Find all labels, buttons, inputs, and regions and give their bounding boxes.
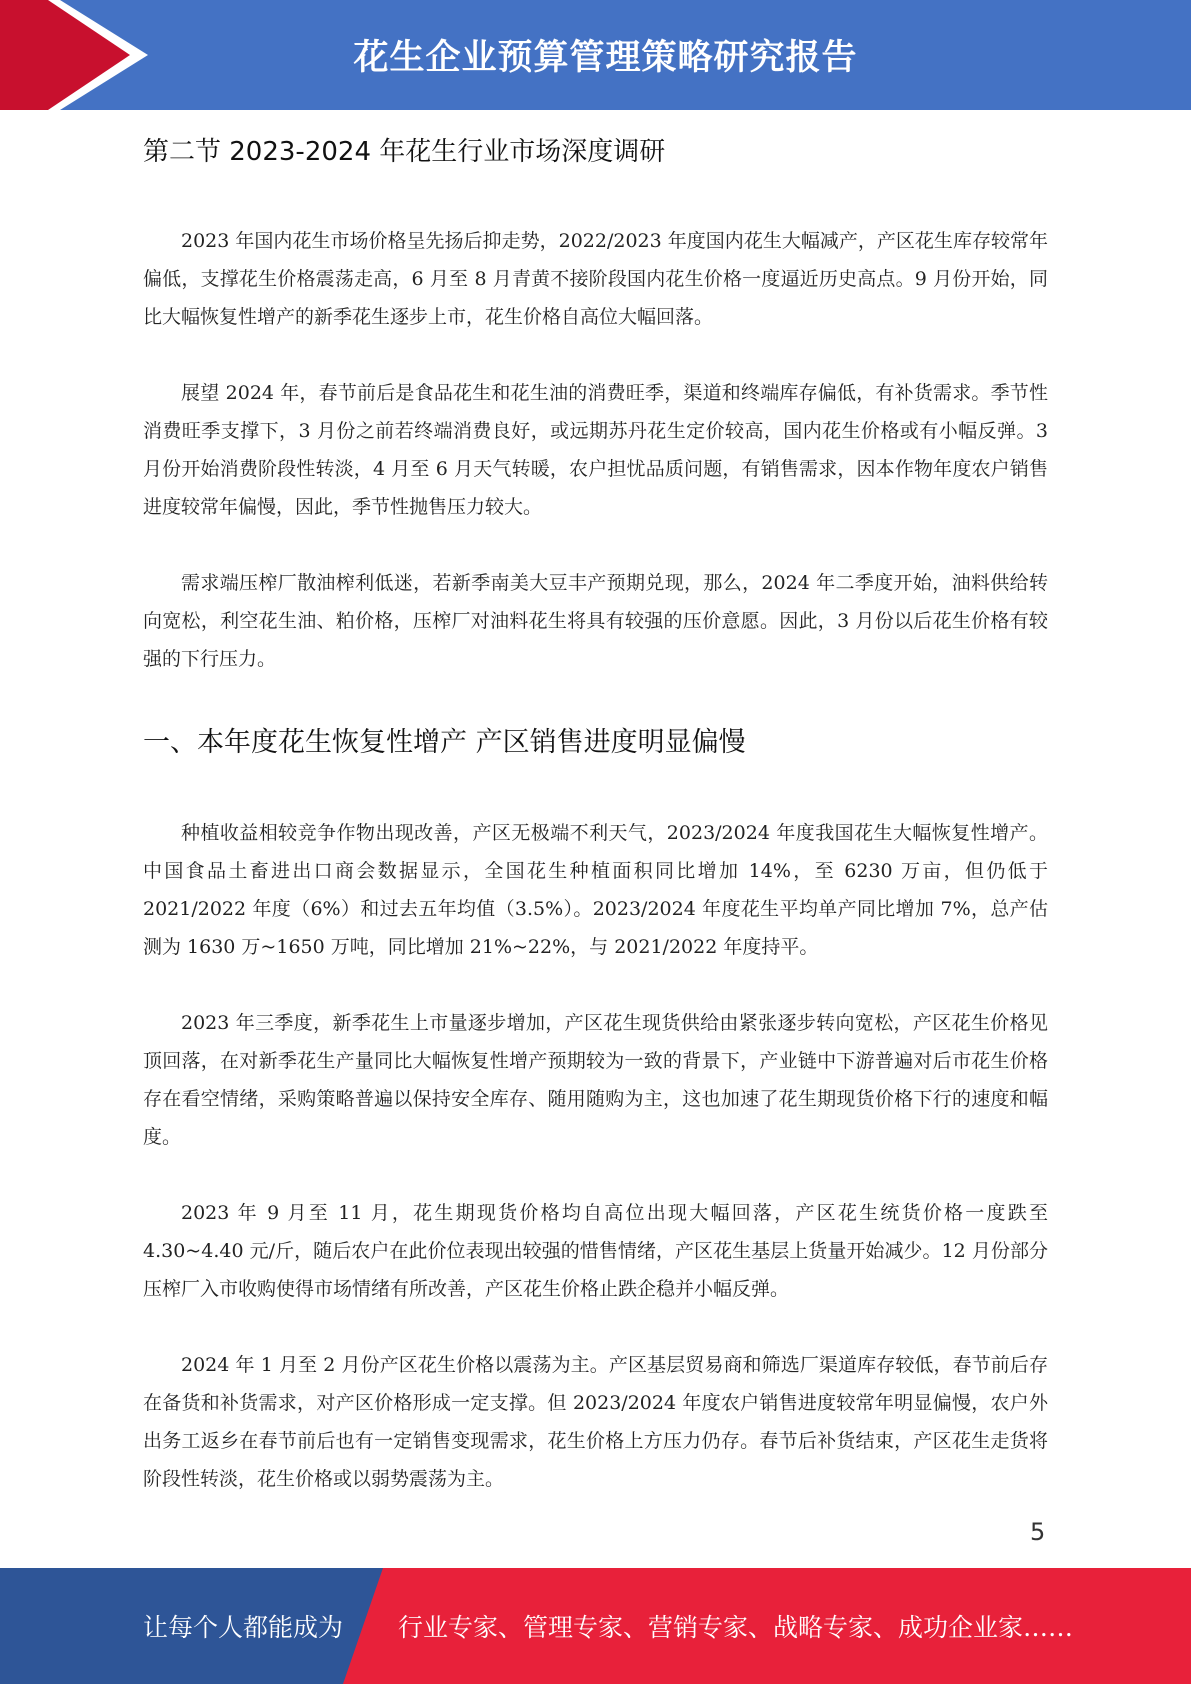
paragraph: 2023 年三季度，新季花生上市量逐步增加，产区花生现货供给由紧张逐步转向宽松，产区花生价格见顶回落，在对新季花生产量同比大幅恢复性增产预期较为一致的背景下，产业链中下游普遍对后市花生价格存在看空情绪，采购策略普遍以保持安全库存、随用随购为主，这也加速了花生期现货价格下行的速度和幅度。 [143, 1012, 1048, 1149]
footer-slogan-right: 行业专家、管理专家、营销专家、战略专家、成功企业家…… [398, 1613, 1074, 1642]
page-header [0, 0, 1191, 110]
paragraph: 展望 2024 年，春节前后是食品花生和花生油的消费旺季，渠道和终端库存偏低，有补货需求。季节性消费旺季支撑下，3 月份之前若终端消费良好，或远期苏丹花生定价较高，国内花生价格或有小幅反弹。3 月份开始消费阶段性转淡，4 月至 6 月天气转暖，农户担忧品质问题，有销售需求，因本作物年度农户销售进度较常年偏慢，因此，季节性抛售压力较大。 [143, 382, 1048, 519]
page-footer [0, 1568, 1191, 1684]
paragraph: 2023 年国内花生市场价格呈先扬后抑走势，2022/2023 年度国内花生大幅减产，产区花生库存较常年偏低，支撑花生价格震荡走高，6 月至 8 月青黄不接阶段国内花生价格一度逼近历史高点。9 月份开始，同比大幅恢复性增产的新季花生逐步上市，花生价格自高位大幅回落。 [143, 230, 1048, 329]
section-title: 第二节 2023-2024 年花生行业市场深度调研 [143, 137, 666, 167]
page-number: 5 [1030, 1518, 1046, 1546]
paragraph: 种植收益相较竞争作物出现改善，产区无极端不利天气，2023/2024 年度我国花生大幅恢复性增产。中国食品土畜进出口商会数据显示，全国花生种植面积同比增加 14%，至 6230 万亩，但仍低于 2021/2022 年度（6%）和过去五年均值（3.5%）。2023/2024 年度花生平均单产同比增加 7%，总产估测为 1630 万~1650 万吨，同比增加 21%~22%，与 2021/2022 年度持平。 [143, 822, 1048, 959]
main-content [143, 118, 1048, 1498]
paragraph: 2024 年 1 月至 2 月份产区花生价格以震荡为主。产区基层贸易商和筛选厂渠道库存较低，春节前后存在备货和补货需求，对产区价格形成一定支撑。但 2023/2024 年度农户销售进度较常年明显偏慢，农户外出务工返乡在春节前后也有一定销售变现需求，花生价格上方压力仍存。春节后补货结束，产区花生走货将阶段性转淡，花生价格或以弱势震荡为主。 [143, 1354, 1048, 1491]
footer-slogan-left: 让每个人都能成为 [143, 1613, 344, 1642]
report-title: 花生企业预算管理策略研究报告 [353, 38, 858, 78]
paragraph: 需求端压榨厂散油榨利低迷，若新季南美大豆丰产预期兑现，那么，2024 年二季度开始，油料供给转向宽松，利空花生油、粕价格，压榨厂对油料花生将具有较强的压价意愿。因此，3 月份以后花生价格有较强的下行压力。 [143, 572, 1048, 671]
paragraph: 2023 年 9 月至 11 月，花生期现货价格均自高位出现大幅回落，产区花生统货价格一度跌至 4.30~4.40 元/斤，随后农户在此价位表现出较强的惜售情绪，产区花生基层上货量开始减少。12 月份部分压榨厂入市收购使得市场情绪有所改善，产区花生价格止跌企稳并小幅反弹。 [143, 1202, 1048, 1301]
subsection-title: 一、本年度花生恢复性增产 产区销售进度明显偏慢 [143, 727, 746, 759]
